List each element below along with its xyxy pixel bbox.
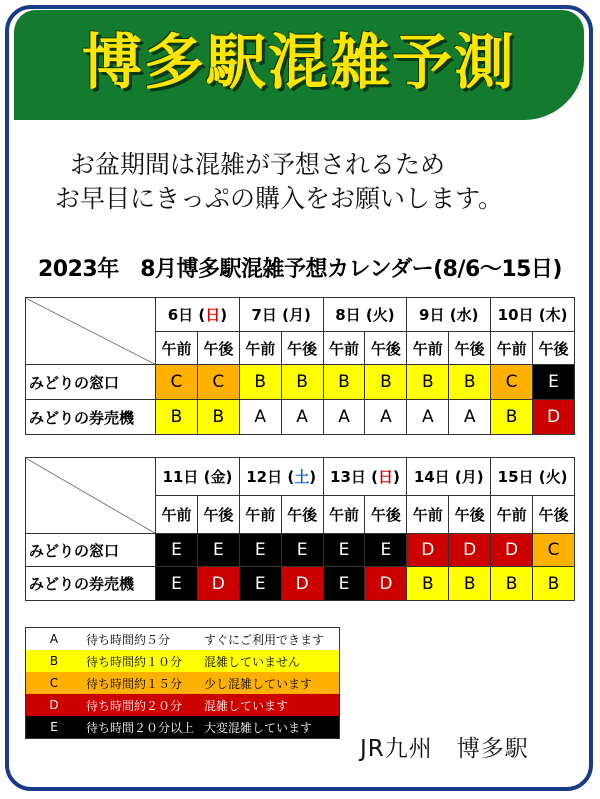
day-number: 13日: [330, 468, 366, 486]
grade-cell: B: [281, 365, 323, 400]
period-cell: 午後: [533, 496, 575, 534]
paren-close: ): [471, 306, 479, 324]
notice-line-2: お早目にきっぷの購入をお願いします。: [55, 184, 504, 213]
legend-code: E: [26, 716, 83, 739]
grade-cell: E: [156, 534, 198, 567]
legend-description: 少し混雑しています: [200, 672, 340, 694]
paren-open: (: [449, 306, 457, 324]
period-cell: 午前: [323, 332, 365, 365]
corner-cell: [26, 458, 156, 534]
legend-code: D: [26, 694, 83, 716]
corner-cell: [26, 298, 156, 365]
paren-close: ): [393, 468, 400, 486]
day-header: [156, 298, 240, 332]
period-cell: 午前: [323, 496, 365, 534]
paren-close: ): [304, 306, 311, 324]
day-of-week: 月: [289, 306, 305, 324]
grade-cell: B: [491, 567, 533, 601]
period-cell: 午後: [449, 496, 491, 534]
legend-wait: 待ち時間約１０分: [82, 650, 200, 672]
legend-code: C: [26, 672, 83, 694]
day-header: [491, 298, 575, 332]
grade-cell: E: [239, 567, 281, 601]
day-header: [156, 458, 240, 496]
day-number: 10日: [497, 306, 534, 324]
notice-line-1: お盆期間は混雑が予想されるため: [70, 150, 446, 179]
paren-open: (: [365, 306, 373, 324]
row-label: みどりの窓口: [26, 365, 156, 400]
grade-cell: B: [239, 365, 281, 400]
legend-description: 大変混雑しています: [200, 716, 340, 739]
grade-cell: D: [365, 567, 407, 601]
day-header: [323, 458, 407, 496]
grade-cell: E: [281, 534, 323, 567]
row-label: みどりの窓口: [26, 534, 156, 567]
grade-cell: D: [197, 567, 239, 601]
grade-cell: D: [491, 534, 533, 567]
grade-cell: A: [239, 400, 281, 435]
legend-row: [26, 716, 340, 739]
period-cell: 午後: [365, 496, 407, 534]
paren-close: ): [309, 468, 317, 486]
row-label: みどりの券売機: [26, 567, 156, 601]
grade-cell: C: [197, 365, 239, 400]
paren-open: (: [454, 468, 462, 486]
grade-cell: E: [533, 365, 575, 400]
legend-wait: 待ち時間約２０分: [82, 694, 200, 716]
grade-legend: [25, 627, 340, 739]
day-of-week: 火: [545, 468, 561, 486]
paren-open: (: [198, 306, 206, 324]
day-of-week: 月: [461, 468, 477, 486]
grade-cell: E: [323, 567, 365, 601]
grade-cell: A: [365, 400, 407, 435]
grade-cell: A: [281, 400, 323, 435]
day-number: 15日: [497, 468, 534, 486]
day-header: [407, 298, 491, 332]
grade-cell: B: [533, 567, 575, 601]
paren-close: ): [225, 468, 233, 486]
grade-cell: D: [449, 534, 491, 567]
grade-cell: E: [323, 534, 365, 567]
period-cell: 午後: [197, 332, 239, 365]
grade-cell: B: [407, 567, 449, 601]
grade-cell: B: [407, 365, 449, 400]
legend-code: B: [26, 650, 83, 672]
period-cell: 午前: [239, 332, 281, 365]
paren-close: ): [220, 306, 228, 324]
poster-title: 博多駅混雑予測: [82, 28, 516, 98]
legend-row: [26, 694, 340, 716]
day-of-week: 日: [378, 468, 394, 486]
day-of-week: 日: [205, 306, 221, 324]
grade-cell: C: [156, 365, 198, 400]
grade-cell: A: [323, 400, 365, 435]
period-cell: 午前: [491, 332, 533, 365]
day-number: 8日: [335, 306, 361, 324]
grade-cell: E: [156, 567, 198, 601]
legend-description: 混雑していません: [200, 650, 340, 672]
day-number: 12日: [246, 468, 283, 486]
legend-wait: 待ち時間約５分: [82, 628, 200, 651]
grade-cell: D: [533, 400, 575, 435]
grade-cell: E: [197, 534, 239, 567]
day-header: [407, 458, 491, 496]
day-number: 7日: [251, 306, 277, 324]
grade-cell: B: [491, 400, 533, 435]
grade-cell: E: [365, 534, 407, 567]
period-cell: 午後: [197, 496, 239, 534]
period-cell: 午前: [491, 496, 533, 534]
grade-cell: C: [533, 534, 575, 567]
row-label: みどりの券売機: [26, 400, 156, 435]
day-number: 9日: [419, 306, 445, 324]
grade-cell: A: [407, 400, 449, 435]
paren-close: ): [476, 468, 484, 486]
paren-open: (: [538, 306, 546, 324]
day-number: 14日: [413, 468, 450, 486]
day-of-week: 火: [372, 306, 388, 324]
legend-code: A: [26, 628, 83, 651]
paren-open: (: [282, 306, 289, 324]
grade-cell: B: [156, 400, 198, 435]
period-cell: 午前: [156, 496, 198, 534]
period-cell: 午前: [239, 496, 281, 534]
period-cell: 午前: [407, 332, 449, 365]
legend-description: 混雑しています: [200, 694, 340, 716]
grade-cell: B: [365, 365, 407, 400]
paren-open: (: [287, 468, 295, 486]
day-header: [491, 458, 575, 496]
period-cell: 午後: [449, 332, 491, 365]
legend-row: [26, 628, 340, 651]
notice-text: [40, 148, 580, 216]
period-cell: 午後: [281, 496, 323, 534]
day-of-week: 木: [545, 306, 561, 324]
grade-cell: B: [197, 400, 239, 435]
period-cell: 午後: [365, 332, 407, 365]
day-header: [323, 298, 407, 332]
legend-wait: 待ち時間２０分以上: [82, 716, 200, 739]
paren-open: (: [203, 468, 211, 486]
paren-open: (: [371, 468, 378, 486]
footer-signature: JR九州 博多駅: [360, 736, 529, 762]
grade-cell: D: [281, 567, 323, 601]
grade-cell: B: [323, 365, 365, 400]
day-number: 11日: [162, 468, 199, 486]
calendar-week-2: [25, 457, 575, 601]
legend-description: すぐにご利用できます: [200, 628, 340, 651]
grade-cell: B: [449, 567, 491, 601]
period-cell: 午後: [533, 332, 575, 365]
grade-cell: B: [449, 365, 491, 400]
grade-cell: D: [407, 534, 449, 567]
paren-open: (: [538, 468, 546, 486]
paren-close: ): [560, 306, 568, 324]
grade-cell: E: [239, 534, 281, 567]
day-of-week: 金: [210, 468, 226, 486]
calendar-week-1: [25, 297, 575, 435]
legend-wait: 待ち時間約１５分: [82, 672, 200, 694]
day-of-week: 土: [294, 468, 310, 486]
paren-close: ): [387, 306, 395, 324]
legend-row: [26, 672, 340, 694]
grade-cell: A: [449, 400, 491, 435]
day-of-week: 水: [456, 306, 472, 324]
paren-close: ): [560, 468, 568, 486]
legend-row: [26, 650, 340, 672]
day-header: [239, 458, 323, 496]
day-header: [239, 298, 323, 332]
grade-cell: C: [491, 365, 533, 400]
calendar-heading: 2023年 8月博多駅混雑予想カレンダー(8/6～15日): [38, 257, 562, 282]
period-cell: 午前: [156, 332, 198, 365]
day-number: 6日: [167, 306, 194, 324]
period-cell: 午前: [407, 496, 449, 534]
period-cell: 午後: [281, 332, 323, 365]
